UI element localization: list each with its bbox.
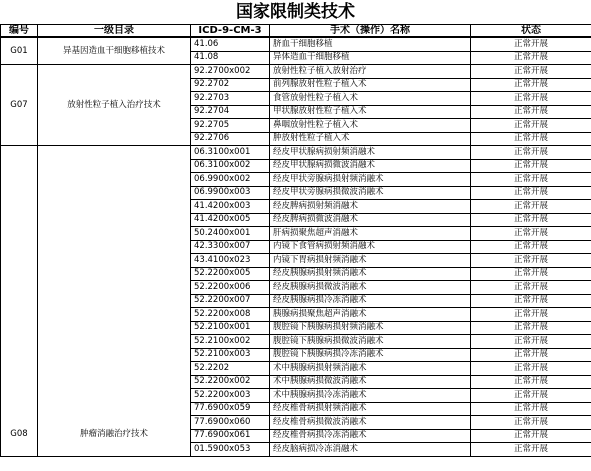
icd-code-cell: 41.4200x005 xyxy=(191,213,270,227)
icd-code-cell: 92.2704 xyxy=(191,105,270,119)
procedure-name-cell: 经皮甲状旁腺病损射频消融术 xyxy=(270,173,471,187)
icd-code-cell: 92.2703 xyxy=(191,92,270,106)
icd-code-cell: 52.2202 xyxy=(191,362,270,376)
procedure-name-cell: 经皮脾病损微波消融术 xyxy=(270,213,471,227)
procedure-name-cell: 经皮椎骨病损射频消融术 xyxy=(270,402,471,416)
header-id: 编号 xyxy=(1,25,38,38)
header-procedure-name: 手术（操作）名称 xyxy=(270,25,471,38)
header-status: 状态 xyxy=(471,25,591,38)
procedure-name-cell: 经皮甲状腺病损射频消融术 xyxy=(270,146,471,160)
status-cell: 正常开展 xyxy=(471,321,591,335)
icd-code-cell: 52.2100x003 xyxy=(191,348,270,362)
procedure-name-cell: 肝病损聚焦超声消融术 xyxy=(270,227,471,241)
procedure-name-cell: 经皮胰腺病损射频消融术 xyxy=(270,267,471,281)
status-cell: 正常开展 xyxy=(471,65,591,79)
icd-code-cell: 06.9900x003 xyxy=(191,186,270,200)
status-cell: 正常开展 xyxy=(471,92,591,106)
icd-code-cell: 77.6900x061 xyxy=(191,429,270,443)
procedure-name-cell: 食管放射性粒子植入术 xyxy=(270,92,471,106)
procedure-name-cell: 经皮胰腺病损冷冻消融术 xyxy=(270,294,471,308)
status-cell: 正常开展 xyxy=(471,132,591,146)
icd-code-cell: 92.2706 xyxy=(191,132,270,146)
procedure-name-cell: 甲状腺放射性粒子植入术 xyxy=(270,105,471,119)
procedure-name-cell: 经皮胰腺病损微波消融术 xyxy=(270,281,471,295)
status-cell: 正常开展 xyxy=(471,173,591,187)
procedure-name-cell: 术中胰腺病损冷冻消融术 xyxy=(270,389,471,403)
icd-code-cell: 50.2400x001 xyxy=(191,227,270,241)
group-category-cell: 肿瘤消融治疗技术 xyxy=(38,146,191,457)
icd-code-cell: 06.3100x001 xyxy=(191,146,270,160)
procedure-name-cell: 脐血干细胞移植 xyxy=(270,37,471,51)
header-category: 一级目录 xyxy=(38,25,191,38)
status-cell: 正常开展 xyxy=(471,254,591,268)
icd-code-cell: 41.08 xyxy=(191,51,270,65)
status-cell: 正常开展 xyxy=(471,240,591,254)
procedure-name-cell: 内镜下胃病损射频消融术 xyxy=(270,254,471,268)
procedure-name-cell: 异体造血干细胞移植 xyxy=(270,51,471,65)
status-cell: 正常开展 xyxy=(471,51,591,65)
status-cell: 正常开展 xyxy=(471,443,591,457)
status-cell: 正常开展 xyxy=(471,227,591,241)
procedure-name-cell: 腹腔镜下胰腺病损冷冻消融术 xyxy=(270,348,471,362)
procedure-name-cell: 腹腔镜下胰腺病损微波消融术 xyxy=(270,335,471,349)
status-cell: 正常开展 xyxy=(471,348,591,362)
icd-code-cell: 52.2200x006 xyxy=(191,281,270,295)
status-cell: 正常开展 xyxy=(471,78,591,92)
icd-code-cell: 52.2100x002 xyxy=(191,335,270,349)
status-cell: 正常开展 xyxy=(471,119,591,133)
status-cell: 正常开展 xyxy=(471,200,591,214)
status-cell: 正常开展 xyxy=(471,267,591,281)
procedure-name-cell: 鼻咽放射性粒子植入术 xyxy=(270,119,471,133)
status-cell: 正常开展 xyxy=(471,186,591,200)
status-cell: 正常开展 xyxy=(471,429,591,443)
icd-code-cell: 41.06 xyxy=(191,37,270,51)
icd-code-cell: 01.5900x053 xyxy=(191,443,270,457)
procedure-name-cell: 胰腺病损聚焦超声消融术 xyxy=(270,308,471,322)
icd-code-cell: 41.4200x003 xyxy=(191,200,270,214)
procedure-name-cell: 经皮甲状旁腺病损微波消融术 xyxy=(270,186,471,200)
icd-code-cell: 52.2200x008 xyxy=(191,308,270,322)
status-cell: 正常开展 xyxy=(471,308,591,322)
header-icd-code: ICD-9-CM-3 xyxy=(191,25,270,38)
status-cell: 正常开展 xyxy=(471,37,591,51)
icd-code-cell: 42.3300x007 xyxy=(191,240,270,254)
icd-code-cell: 52.2200x002 xyxy=(191,375,270,389)
procedure-name-cell: 放射性粒子植入放射治疗 xyxy=(270,65,471,79)
header-row xyxy=(1,25,591,38)
procedure-name-cell: 术中胰腺病损射频消融术 xyxy=(270,362,471,376)
procedure-name-cell: 经皮甲状腺病损微波消融术 xyxy=(270,159,471,173)
icd-code-cell: 52.2100x001 xyxy=(191,321,270,335)
status-cell: 正常开展 xyxy=(471,416,591,430)
restricted-tech-table xyxy=(0,24,591,457)
status-cell: 正常开展 xyxy=(471,213,591,227)
procedure-name-cell: 经皮椎骨病损微波消融术 xyxy=(270,416,471,430)
table-row xyxy=(1,146,591,160)
status-cell: 正常开展 xyxy=(471,159,591,173)
group-category-cell: 放射性粒子植入治疗技术 xyxy=(38,65,191,146)
icd-code-cell: 77.6900x060 xyxy=(191,416,270,430)
table-row xyxy=(1,37,591,51)
table-row xyxy=(1,65,591,79)
icd-code-cell: 92.2705 xyxy=(191,119,270,133)
group-id-cell: G08 xyxy=(1,146,38,457)
status-cell: 正常开展 xyxy=(471,362,591,376)
table-body xyxy=(1,37,591,456)
procedure-name-cell: 经皮椎骨病损冷冻消融术 xyxy=(270,429,471,443)
icd-code-cell: 92.2702 xyxy=(191,78,270,92)
group-id-cell: G07 xyxy=(1,65,38,146)
status-cell: 正常开展 xyxy=(471,294,591,308)
page-title: 国家限制类技术 xyxy=(236,2,355,22)
procedure-name-cell: 肿放射性粒子植入术 xyxy=(270,132,471,146)
status-cell: 正常开展 xyxy=(471,375,591,389)
group-id-cell: G01 xyxy=(1,37,38,65)
status-cell: 正常开展 xyxy=(471,389,591,403)
procedure-name-cell: 腹腔镜下胰腺病损射频消融术 xyxy=(270,321,471,335)
icd-code-cell: 43.4100x023 xyxy=(191,254,270,268)
icd-code-cell: 52.2200x003 xyxy=(191,389,270,403)
procedure-name-cell: 内镜下食管病损射频消融术 xyxy=(270,240,471,254)
procedure-name-cell: 经皮脑病损冷冻消融术 xyxy=(270,443,471,457)
icd-code-cell: 06.3100x002 xyxy=(191,159,270,173)
icd-code-cell: 77.6900x059 xyxy=(191,402,270,416)
group-category-cell: 异基因造血干细胞移植技术 xyxy=(38,37,191,65)
procedure-name-cell: 经皮脾病损射频消融术 xyxy=(270,200,471,214)
status-cell: 正常开展 xyxy=(471,146,591,160)
icd-code-cell: 06.9900x002 xyxy=(191,173,270,187)
procedure-name-cell: 术中胰腺病损微波消融术 xyxy=(270,375,471,389)
status-cell: 正常开展 xyxy=(471,402,591,416)
status-cell: 正常开展 xyxy=(471,105,591,119)
icd-code-cell: 92.2700x002 xyxy=(191,65,270,79)
icd-code-cell: 52.2200x005 xyxy=(191,267,270,281)
procedure-name-cell: 前列腺放射性粒子植入术 xyxy=(270,78,471,92)
status-cell: 正常开展 xyxy=(471,281,591,295)
icd-code-cell: 52.2200x007 xyxy=(191,294,270,308)
status-cell: 正常开展 xyxy=(471,335,591,349)
